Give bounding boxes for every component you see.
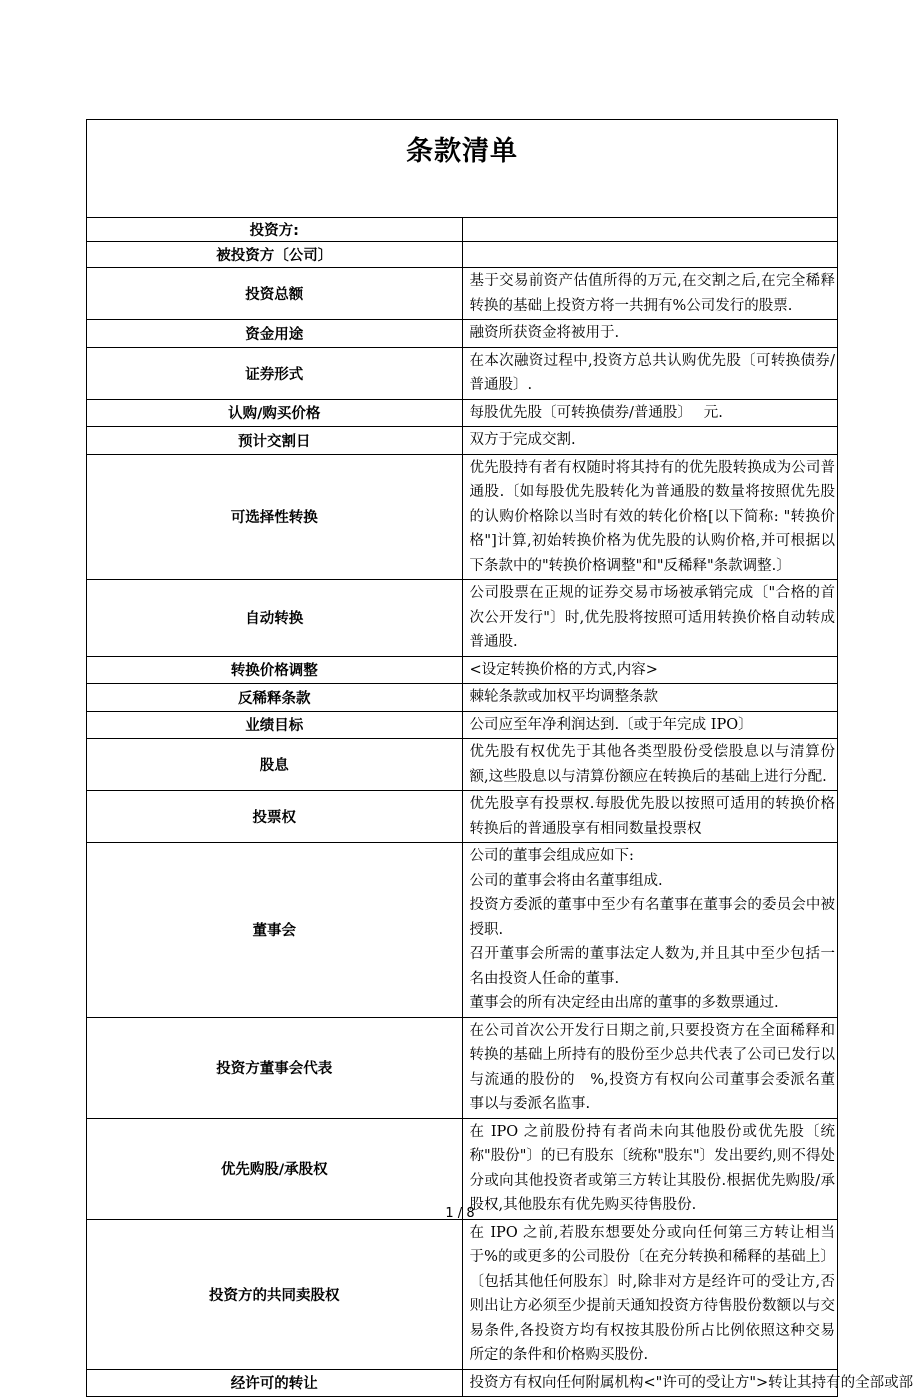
table-row <box>87 1017 838 1118</box>
row-label: 被投资方〔公司〕 <box>87 242 463 268</box>
document-title: 条款清单 <box>406 136 518 167</box>
row-content: 优先股享有投票权.每股优先股以按照可适用的转换价格转换后的普通股享有相同数量投票权 <box>462 791 838 843</box>
table-row <box>87 268 838 320</box>
row-content: 公司应至年净利润达到.〔或于年完成 IPO〕 <box>462 711 838 739</box>
row-label: 预计交割日 <box>87 427 463 455</box>
table-row <box>87 347 838 399</box>
table-row <box>87 843 838 1018</box>
row-label: 业绩目标 <box>87 711 463 739</box>
table-row <box>87 454 838 580</box>
board-line: 召开董事会所需的董事法定人数为,并且其中至少包括一名由投资人任命的董事. <box>469 946 835 987</box>
row-content: 在公司首次公开发行日期之前,只要投资方在全面稀释和转换的基础上所持有的股份至少总共代表了公司已发行以与流通的股份的 %,投资方有权向公司董事会委派名董事以与委派名监事. <box>462 1017 838 1118</box>
table-row <box>87 1369 838 1397</box>
row-label: 投资总额 <box>87 268 463 320</box>
row-label: 认购/购买价格 <box>87 399 463 427</box>
row-label: 证券形式 <box>87 347 463 399</box>
row-content <box>462 843 838 1018</box>
title-row <box>87 120 838 218</box>
row-label: 投资方的共同卖股权 <box>87 1219 463 1369</box>
row-label: 可选择性转换 <box>87 454 463 580</box>
row-content: 优先股有权优先于其他各类型股份受偿股息以与清算份额,这些股息以与清算份额应在转换后的基础上进行分配. <box>462 739 838 791</box>
row-content: 优先股持有者有权随时将其持有的优先股转换成为公司普通股.〔如每股优先股转化为普通股的数量将按照优先股的认购价格除以当时有效的转化价格[以下简称: "转换价格"]计算,初始转换价格为优先股的认购价格,并可根据以下条款中的"转换价格调整"和"反稀释"条款调整.〕 <box>462 454 838 580</box>
table-row <box>87 1118 838 1219</box>
row-content: 公司股票在正规的证券交易市场被承销完成〔"合格的首次公开发行"〕时,优先股将按照可适用转换价格自动转成普通股. <box>462 580 838 657</box>
table-row <box>87 399 838 427</box>
row-content: 棘轮条款或加权平均调整条款 <box>462 684 838 712</box>
row-label: 反稀释条款 <box>87 684 463 712</box>
row-label: 经许可的转让 <box>87 1369 463 1397</box>
row-label: 转换价格调整 <box>87 656 463 684</box>
row-label: 董事会 <box>87 843 463 1018</box>
row-content: 融资所获资金将被用于. <box>462 320 838 348</box>
row-label: 投资方董事会代表 <box>87 1017 463 1118</box>
row-content: 在本次融资过程中,投资方总共认购优先股〔可转换债券/普通股〕. <box>462 347 838 399</box>
table-row <box>87 684 838 712</box>
row-content: 投资方有权向任何附属机构<"许可的受让方">转让其持有的全部或部 <box>462 1369 838 1397</box>
row-content: 每股优先股〔可转换债券/普通股〕 元. <box>462 399 838 427</box>
row-label: 优先购股/承股权 <box>87 1118 463 1219</box>
board-line: 公司的董事会将由名董事组成. <box>469 872 663 889</box>
row-label: 自动转换 <box>87 580 463 657</box>
table-row <box>87 656 838 684</box>
row-content <box>462 218 838 242</box>
row-content: 双方于完成交割. <box>462 427 838 455</box>
row-label: 股息 <box>87 739 463 791</box>
page-indicator: 1 / 8 <box>445 1206 475 1221</box>
board-line: 公司的董事会组成应如下: <box>469 848 634 864</box>
row-label: 投资方: <box>87 218 463 242</box>
table-row <box>87 1219 838 1369</box>
board-line: 投资方委派的董事中至少有名董事在董事会的委员会中被授职. <box>469 897 835 938</box>
table-row <box>87 739 838 791</box>
table-row <box>87 242 838 268</box>
table-row <box>87 218 838 242</box>
table-row <box>87 320 838 348</box>
row-label: 投票权 <box>87 791 463 843</box>
row-content: 在 IPO 之前,若股东想要处分或向任何第三方转让相当于%的或更多的公司股份〔在充分转换和稀释的基础上〕〔包括其他任何股东〕时,除非对方是经许可的受让方,否则出让方必须至少提前天通知投资方待售股份数额以与交易条件,各投资方均有权按其股份所占比例依照这种交易所定的条件和价格购买股份. <box>462 1219 838 1369</box>
row-label: 资金用途 <box>87 320 463 348</box>
table-row <box>87 580 838 657</box>
table-row <box>87 791 838 843</box>
row-content: 基于交易前资产估值所得的万元,在交割之后,在完全稀释转换的基础上投资方将一共拥有%公司发行的股票. <box>462 268 838 320</box>
row-content <box>462 242 838 268</box>
table-row <box>87 711 838 739</box>
board-line: 董事会的所有决定经由出席的董事的多数票通过. <box>469 995 779 1011</box>
row-content: <设定转换价格的方式,内容> <box>462 656 838 684</box>
row-content: 在 IPO 之前股份持有者尚未向其他股份或优先股〔统称"股份"〕的已有股东〔统称"股东"〕发出要约,则不得处分或向其他投资者或第三方转让其股份.根据优先购股/承股权,其他股东有优先购买待售股份. <box>462 1118 838 1219</box>
table-row <box>87 427 838 455</box>
